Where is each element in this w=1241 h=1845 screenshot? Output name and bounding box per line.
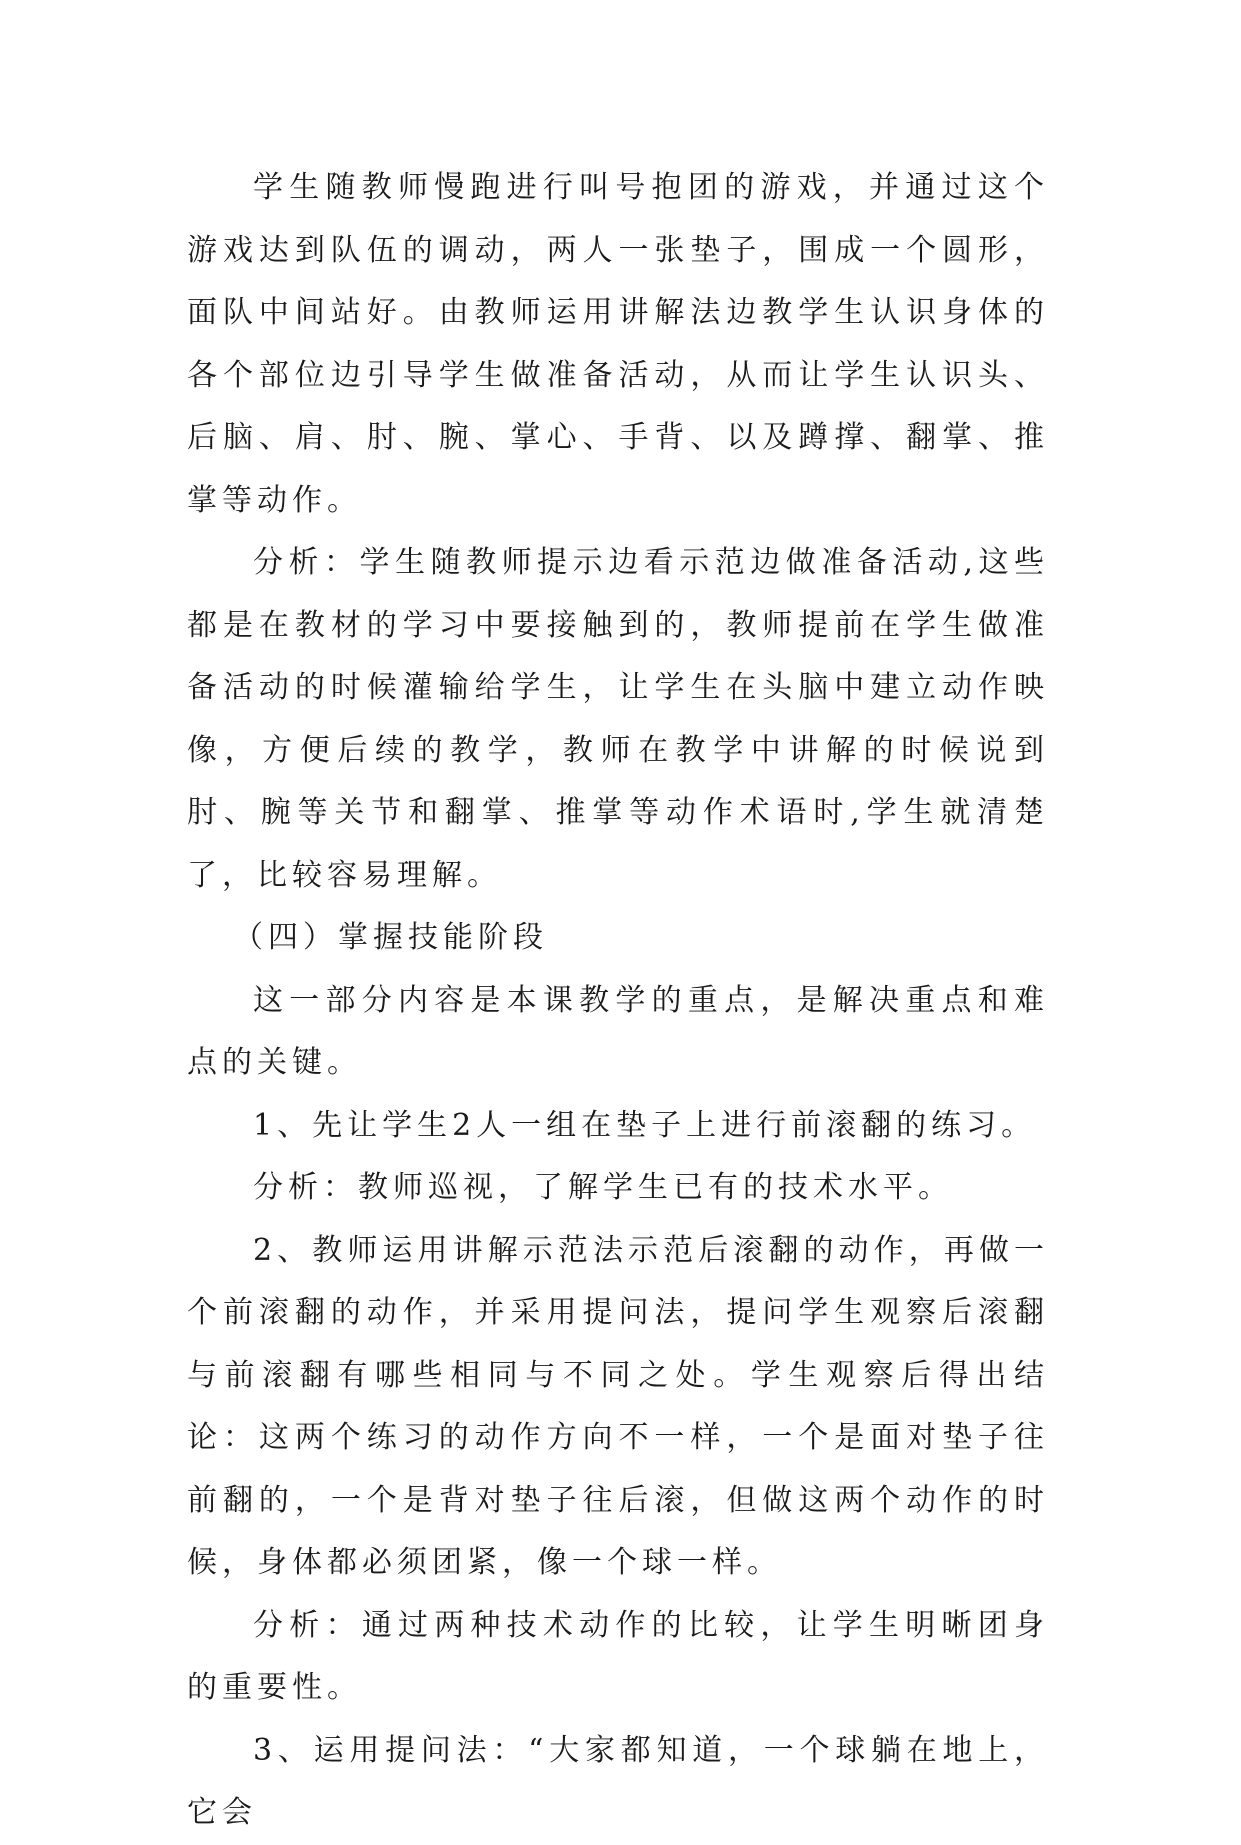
paragraph-key-content: 这一部分内容是本课教学的重点，是解决重点和难点的关键。 <box>187 982 1049 1080</box>
paragraph-analysis-step-1: 分析：教师巡视，了解学生已有的技术水平。 <box>253 1170 953 1205</box>
paragraph-step-1: 1、先让学生2人一组在垫子上进行前滚翻的练习。 <box>253 1107 1037 1143</box>
paragraph-step-2: 2、教师运用讲解示范法示范后滚翻的动作，再做一个前滚翻的动作，并采用提问法，提问学生观察后滚翻与前滚翻有哪些相同与不同之处。学生观察后得出结论：这两个练习的动作方向不一样，一个是面对垫子往前翻的，一个是背对垫子往后滚，但做这两个动作的时候，身体都必须团紧，像一个球一样。 <box>187 1232 1049 1580</box>
paragraph-warmup-game: 学生随教师慢跑进行叫号抱团的游戏，并通过这个游戏达到队伍的调动，两人一张垫子，围成一个圆形，面队中间站好。由教师运用讲解法边教学生认识身体的各个部位边引导学生做准备活动，从而让学生认识头、后脑、肩、肘、腕、掌心、手背、以及蹲撑、翻掌、推掌等动作。 <box>187 170 1049 518</box>
paragraph-analysis-warmup: 分析：学生随教师提示边看示范边做准备活动,这些都是在教材的学习中要接触到的，教师提前在学生做准备活动的时候灌输给学生，让学生在头脑中建立动作映像，方便后续的教学，教师在教学中讲解的时候说到肘、腕等关节和翻掌、推掌等动作术语时,学生就清楚了，比较容易理解。 <box>187 545 1049 893</box>
paragraph-analysis-step-2: 分析：通过两种技术动作的比较，让学生明晰团身的重要性。 <box>187 1607 1049 1705</box>
paragraph-step-3: 3、运用提问法：“大家都知道，一个球躺在地上，它会 <box>187 1732 1049 1830</box>
section-heading-skill-stage: （四）掌握技能阶段 <box>233 920 548 955</box>
document-body <box>187 157 1049 1845</box>
